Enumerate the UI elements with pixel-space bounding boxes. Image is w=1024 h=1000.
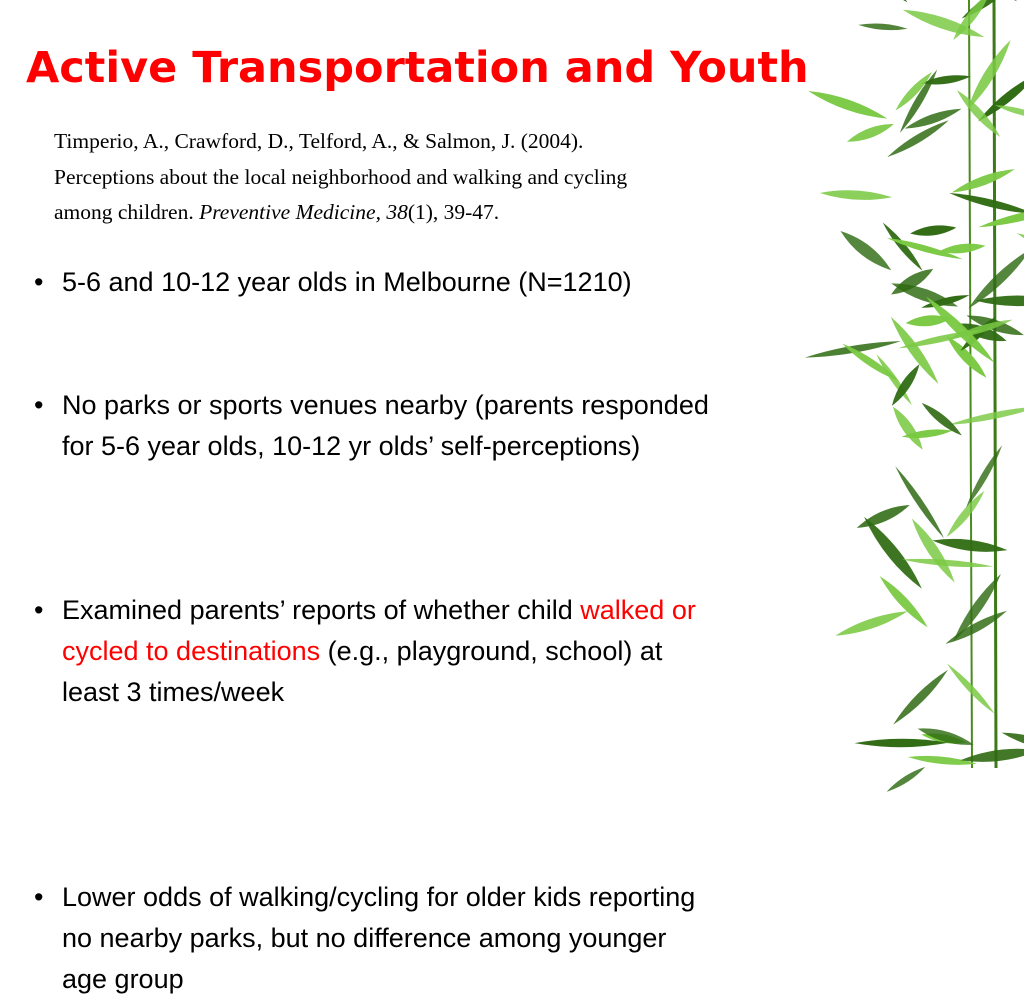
bullet-list — [28, 262, 888, 994]
bamboo-leaf — [889, 404, 927, 453]
citation-journal: Preventive Medicine, 38 — [199, 200, 408, 224]
bamboo-leaf — [888, 362, 923, 409]
bullet-dot: • — [34, 882, 44, 912]
bullet-item — [28, 262, 888, 303]
bamboo-leaf — [890, 667, 951, 728]
citation-line-2: Perceptions about the local neighborhood and walking and cycling — [54, 164, 628, 189]
bamboo-leaf — [858, 22, 908, 32]
citation-line-3 — [54, 195, 844, 231]
bullet-highlight: walked or — [580, 595, 696, 625]
bullet-text: for 5-6 year olds, 10-12 yr olds’ self-perceptions) — [62, 431, 641, 461]
citation-line-3-suffix: (1), 39-47. — [407, 200, 500, 224]
bamboo-leaf — [909, 223, 956, 238]
bamboo-leaf — [907, 516, 959, 586]
citation-line-1: Timperio, A., Crawford, D., Telford, A., & Salmon, J. (2004). — [54, 129, 584, 153]
bullet-item — [28, 877, 888, 1000]
bullet-item — [28, 385, 888, 467]
bamboo-leaf — [943, 488, 987, 539]
slide-title: Active Transportation and Youth — [26, 43, 809, 93]
bamboo-leaf — [1015, 229, 1024, 277]
bullet-text: (e.g., playground, school) at — [320, 636, 663, 666]
bamboo-leaf — [950, 165, 1016, 197]
bullet-text-line — [62, 631, 888, 672]
bullet-item — [28, 590, 888, 713]
bullet-text-line — [62, 590, 888, 631]
citation — [54, 124, 844, 231]
bamboo-leaf — [947, 403, 1024, 428]
bullet-text: least 3 times/week — [62, 677, 285, 707]
bamboo-leaf — [835, 0, 911, 7]
bullet-text: 5-6 and 10-12 year olds in Melbourne (N=1210) — [62, 267, 632, 297]
bullet-text: no nearby parks, but no difference among younger — [62, 923, 667, 953]
citation-line-3-prefix: among children. — [54, 200, 200, 224]
bullet-dot: • — [34, 595, 44, 625]
bamboo-leaf — [807, 86, 890, 123]
bamboo-leaf — [885, 764, 927, 794]
bamboo-leaf — [845, 120, 895, 147]
bullet-text: Examined parents’ reports of whether child — [62, 595, 581, 625]
bullet-text: Lower odds of walking/cycling for older kids reporting — [62, 882, 696, 912]
bullet-dot: • — [34, 390, 44, 420]
bamboo-leaf — [950, 0, 994, 43]
bullet-dot: • — [34, 267, 44, 297]
bullet-text: age group — [62, 964, 184, 994]
bamboo-leaf — [948, 189, 1024, 217]
bamboo-leaves-icon — [874, 0, 1024, 768]
bullet-text: No parks or sports venues nearby (parents responded — [62, 390, 709, 420]
bullet-highlight: cycled to destinations — [62, 636, 321, 666]
bamboo-leaf — [963, 444, 1005, 510]
